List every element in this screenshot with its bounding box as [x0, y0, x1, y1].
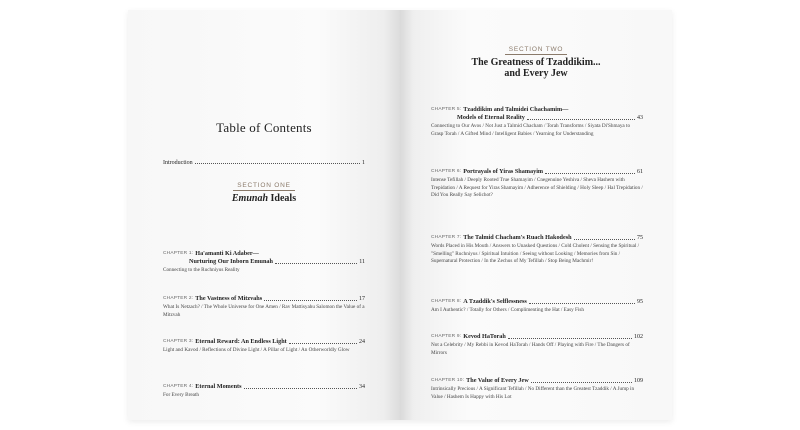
leader-dots [195, 163, 360, 164]
chapter-title-line2: Models of Eternal Reality [457, 114, 525, 121]
chapter-title-line2: Nurturing Our Inborn Emunah [189, 258, 273, 265]
toc-entry-chapter-5[interactable] [431, 106, 643, 138]
leader-dots [289, 343, 357, 344]
chapter-label: CHAPTER 10: [431, 378, 465, 383]
chapter-page: 95 [637, 299, 643, 305]
section-two-header [400, 46, 672, 79]
chapter-description: Words Placed in His Mouth / Answers to Unasked Questions / Cold Cholent / Sensing the Spiritual / "Smelling" Ruchniyus / Spiritual Intuition / Seeing without Looking / Memories from Sin / Supernatural Protection / In the Zechus of My Tefillah / Stop Being Machmir! [431, 243, 640, 264]
leader-dots [574, 239, 635, 240]
chapter-title: The Value of Every Jew [466, 377, 529, 384]
leader-dots [275, 263, 357, 264]
toc-entry-chapter-9[interactable] [431, 333, 643, 357]
chapter-title: A Tzaddik's Selflessness [463, 298, 527, 305]
chapter-page: 11 [359, 259, 365, 265]
chapter-title: The Talmid Chacham's Ruach Hakodesh [463, 234, 572, 241]
toc-entry-chapter-6[interactable] [431, 168, 643, 200]
chapter-label: CHAPTER 5: [431, 107, 462, 112]
toc-entry-chapter-10[interactable] [431, 377, 643, 401]
chapter-description: Connecting to Our Avos / Not Just a Talmid Chacham / Torah Transforms / Siyata Di'Shmaya to Grasp Torah / A Gifted Mind / Intelligent Babies / Yearning for Understanding [431, 123, 631, 137]
chapter-title: Portrayals of Yiras Shamayim [463, 168, 544, 175]
leader-dots [527, 119, 635, 120]
leader-dots [508, 338, 632, 339]
chapter-description: Light and Kavod / Reflections of Divine Light / A Pillar of Light / An Otherworldly Glow [163, 347, 350, 353]
page-title: Table of Contents [216, 120, 312, 135]
chapter-label: CHAPTER 1: [163, 251, 194, 256]
section-label: SECTION TWO [505, 46, 568, 55]
chapter-page: 102 [634, 334, 643, 340]
leader-dots [529, 303, 635, 304]
chapter-page: 24 [359, 339, 365, 345]
chapter-label: CHAPTER 8: [431, 299, 462, 304]
toc-entry-chapter-1[interactable] [163, 250, 365, 275]
chapter-description: Not a Celebrity / My Rebbi in Kevod HaTorah / Hands Off / Playing with Fire / The Dangers of Mirrors [431, 342, 630, 356]
left-page [128, 10, 400, 420]
toc-entry-chapter-2[interactable] [163, 295, 365, 319]
toc-entry-chapter-8[interactable] [431, 298, 643, 315]
chapter-description: Am I Authentic? / Totally for Others / Complimenting the Hat / Easy Fish [431, 307, 584, 313]
chapter-description: Intense Tefillah / Deeply Rooted True Shamayim / Cnegenuine Yeshiva / Sheva Hashem with Trepidation / A Request for Yiras Shamayim / Adherence of Shielding / Holy Sleep / Hal Trepidation / Did You Really Say Selichot? [431, 177, 643, 198]
section-title: The Greatness of Tzaddikim... and Every Jew [471, 57, 601, 79]
chapter-label: CHAPTER 3: [163, 339, 194, 344]
chapter-title: Eternal Reward: An Endless Light [195, 338, 287, 345]
chapter-page: 34 [359, 384, 365, 390]
chapter-description: Connecting to the Ruchniyus Reality [163, 267, 240, 273]
toc-entry-chapter-3[interactable] [163, 338, 365, 355]
toc-entry-chapter-4[interactable] [163, 383, 365, 400]
chapter-page: 17 [359, 296, 365, 302]
toc-entry-introduction[interactable] [163, 160, 365, 166]
leader-dots [545, 173, 635, 174]
chapter-title: The Vastness of Mitzvahs [195, 295, 263, 302]
chapter-description: Intrinsically Precious / A Significant Tefillah / No Different than the Greatest Tzaddik / A Jump in Value / Hashem Is Happy with His Lot [431, 386, 635, 400]
chapter-description: For Every Breath [163, 392, 200, 398]
toc-entry-chapter-7[interactable] [431, 234, 643, 266]
chapter-title: Eternal Moments [195, 383, 242, 390]
leader-dots [264, 300, 357, 301]
chapter-title: Ha'amanti Ki Adaber— [195, 250, 259, 257]
chapter-title: Kevod HaTorah [463, 333, 506, 340]
chapter-page: 61 [637, 169, 643, 175]
leader-dots [244, 388, 358, 389]
book-spread [128, 10, 672, 420]
chapter-page: 43 [637, 115, 643, 121]
right-page [400, 10, 672, 420]
intro-title: Introduction [163, 160, 193, 166]
chapter-label: CHAPTER 7: [431, 235, 462, 240]
section-title: Emunah Ideals [231, 193, 297, 204]
chapter-label: CHAPTER 6: [431, 169, 462, 174]
chapter-page: 109 [634, 378, 643, 384]
chapter-title: Tzaddikim and Talmidei Chachamim— [463, 106, 569, 113]
leader-dots [531, 382, 632, 383]
chapter-label: CHAPTER 4: [163, 384, 194, 389]
section-one-header [128, 182, 400, 204]
chapter-label: CHAPTER 2: [163, 296, 194, 301]
chapter-description: What Is Netzach? / The Whole Universe for One Amen / Rav Mattisyahu Salomon the Value of a Mitzvah [163, 304, 365, 318]
chapter-page: 75 [637, 235, 643, 241]
chapter-label: CHAPTER 9: [431, 334, 462, 339]
section-label: SECTION ONE [233, 182, 295, 191]
intro-page: 1 [362, 160, 365, 166]
